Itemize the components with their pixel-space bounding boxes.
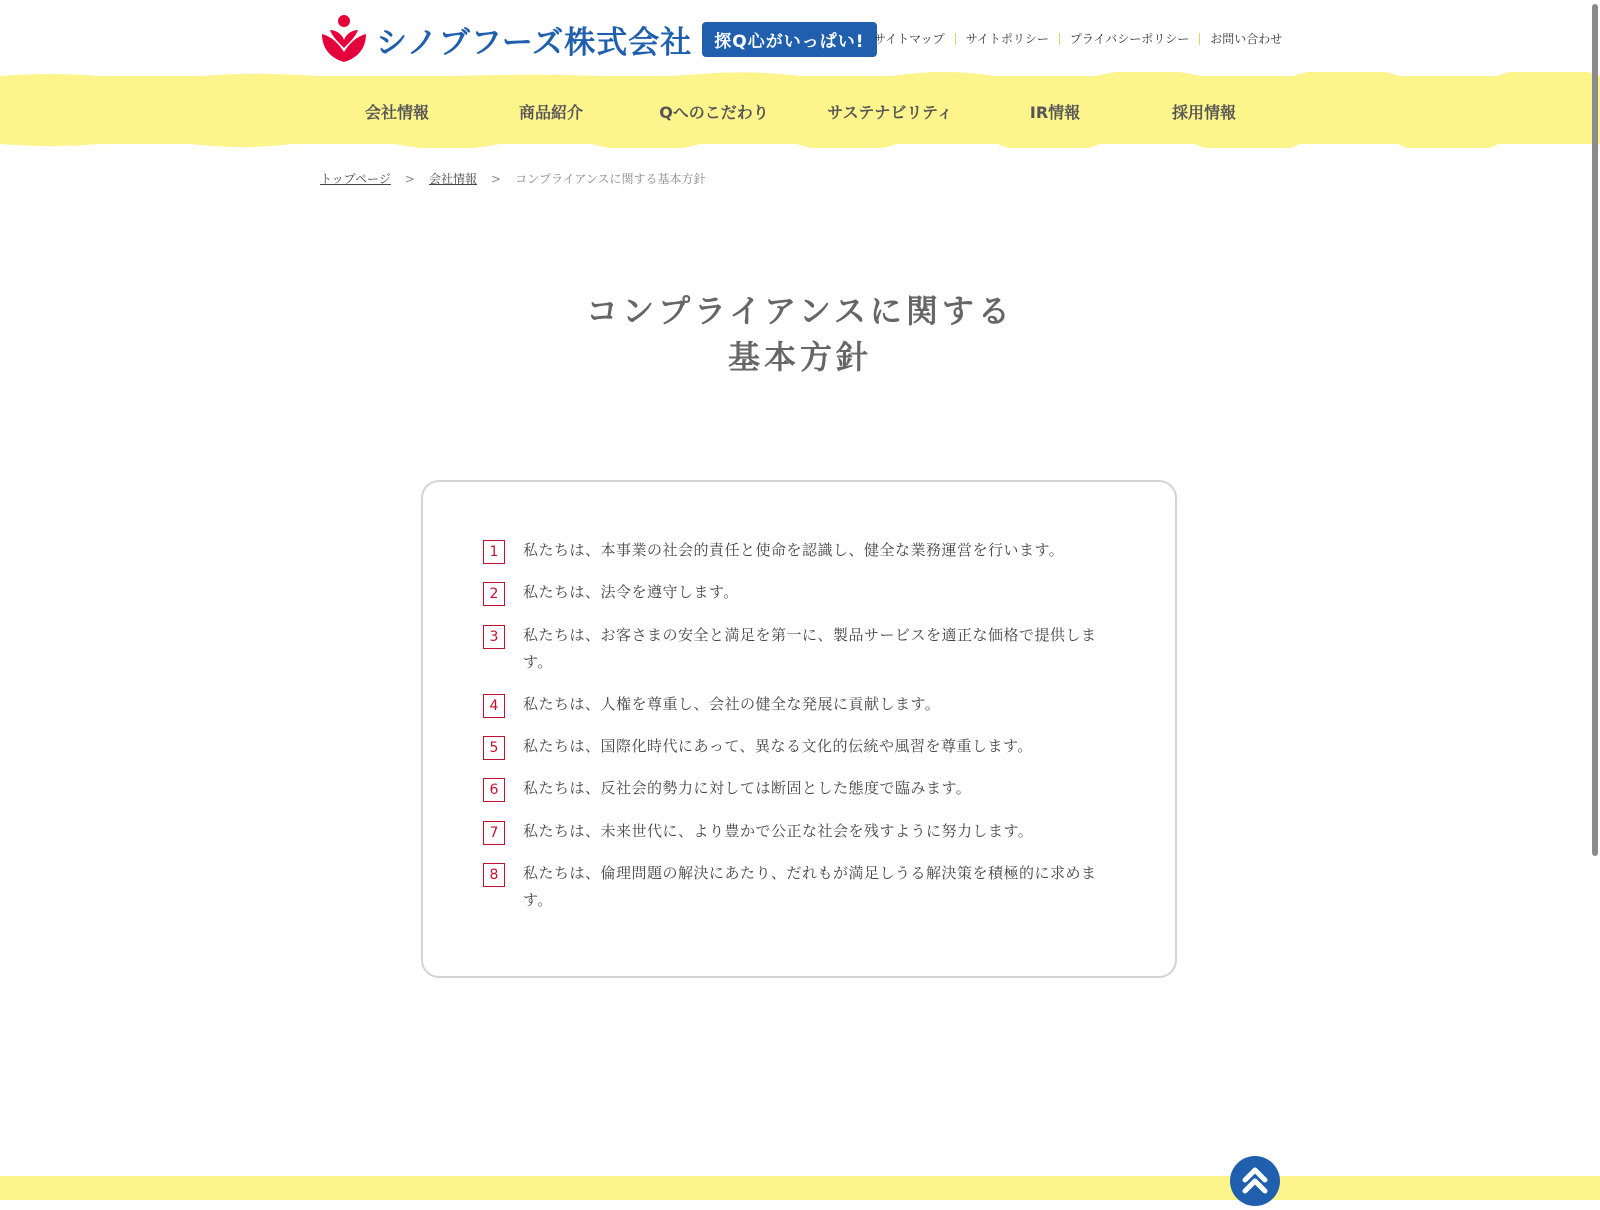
policy-item (483, 625, 1123, 676)
double-chevron-up-icon (1230, 1156, 1280, 1206)
policy-item (483, 863, 1123, 914)
nav-recruit[interactable]: 採用情報 (1171, 103, 1237, 122)
page-title-line1: コンプライアンスに関する (586, 292, 1014, 330)
scrollbar-thumb[interactable] (1592, 4, 1598, 856)
nav-q-commitment[interactable]: Qへのこだわり (659, 103, 769, 122)
wave-edge-bottom (0, 140, 1600, 148)
policy-number: 8 (483, 863, 505, 887)
policy-number: 6 (483, 778, 505, 802)
policy-text: 私たちは、未来世代に、より豊かで公正な社会を残すように努力します。 (523, 822, 1034, 840)
policy-text: 私たちは、お客さまの安全と満足を第一に、製品サービスを適正な価格で提供します。 (523, 626, 1097, 671)
policy-text: 私たちは、本事業の社会的責任と使命を認識し、健全な業務運営を行います。 (523, 541, 1065, 559)
global-nav (0, 76, 1600, 144)
policy-text: 私たちは、倫理問題の解決にあたり、だれもが満足しうる解決策を積極的に求めます。 (523, 864, 1097, 909)
site-policy-link[interactable]: サイトポリシー (965, 32, 1049, 46)
footer-band (0, 1176, 1600, 1200)
policy-text: 私たちは、国際化時代にあって、異なる文化的伝統や風習を尊重します。 (523, 737, 1033, 755)
site-header (0, 0, 1600, 76)
divider (1059, 33, 1060, 45)
contact-link[interactable]: お問い合わせ (1210, 32, 1283, 46)
divider (1199, 33, 1200, 45)
policy-text: 私たちは、反社会的勢力に対しては断固とした態度で臨みます。 (523, 779, 972, 797)
policy-number: 3 (483, 625, 505, 649)
policy-number: 5 (483, 736, 505, 760)
sitemap-link[interactable]: サイトマップ (874, 32, 945, 46)
policy-box (421, 480, 1177, 978)
nav-products[interactable]: 商品紹介 (518, 103, 584, 122)
policy-item (483, 694, 1123, 718)
privacy-policy-link[interactable]: プライバシーポリシー (1069, 32, 1190, 46)
breadcrumb-separator: > (404, 171, 415, 186)
breadcrumb-company-link[interactable]: 会社情報 (428, 172, 477, 186)
breadcrumb-separator: > (491, 171, 502, 186)
breadcrumb-top-link[interactable]: トップページ (320, 172, 391, 186)
tagline-badge: 探Q心がいっぱい! (702, 22, 876, 57)
policy-number: 4 (483, 694, 505, 718)
policy-item (483, 821, 1123, 845)
company-name: シノブフーズ株式会社 (376, 24, 693, 61)
policy-number: 7 (483, 821, 505, 845)
policy-number: 2 (483, 582, 505, 606)
nav-company-info[interactable]: 会社情報 (364, 103, 430, 122)
policy-item (483, 778, 1123, 802)
flower-logo-icon (320, 14, 368, 64)
scrollbar[interactable] (1590, 0, 1600, 1200)
breadcrumb-current: コンプライアンスに関する基本方針 (515, 172, 706, 186)
policy-item (483, 736, 1123, 760)
site-logo[interactable] (320, 14, 877, 64)
page-title-line2: 基本方針 (727, 338, 872, 376)
policy-item (483, 540, 1123, 564)
nav-sustainability[interactable]: サステナビリティ (827, 103, 953, 122)
policy-text: 私たちは、人権を尊重し、会社の健全な発展に貢献します。 (523, 695, 941, 713)
utility-links (874, 30, 1282, 47)
policy-number: 1 (483, 540, 505, 564)
policy-text: 私たちは、法令を遵守します。 (523, 583, 739, 601)
nav-ir-info[interactable]: IR情報 (1029, 103, 1081, 122)
divider (955, 33, 956, 45)
policy-item (483, 582, 1123, 606)
page-title (0, 288, 1600, 380)
page-top-button[interactable] (1230, 1156, 1280, 1206)
breadcrumb (320, 170, 706, 187)
